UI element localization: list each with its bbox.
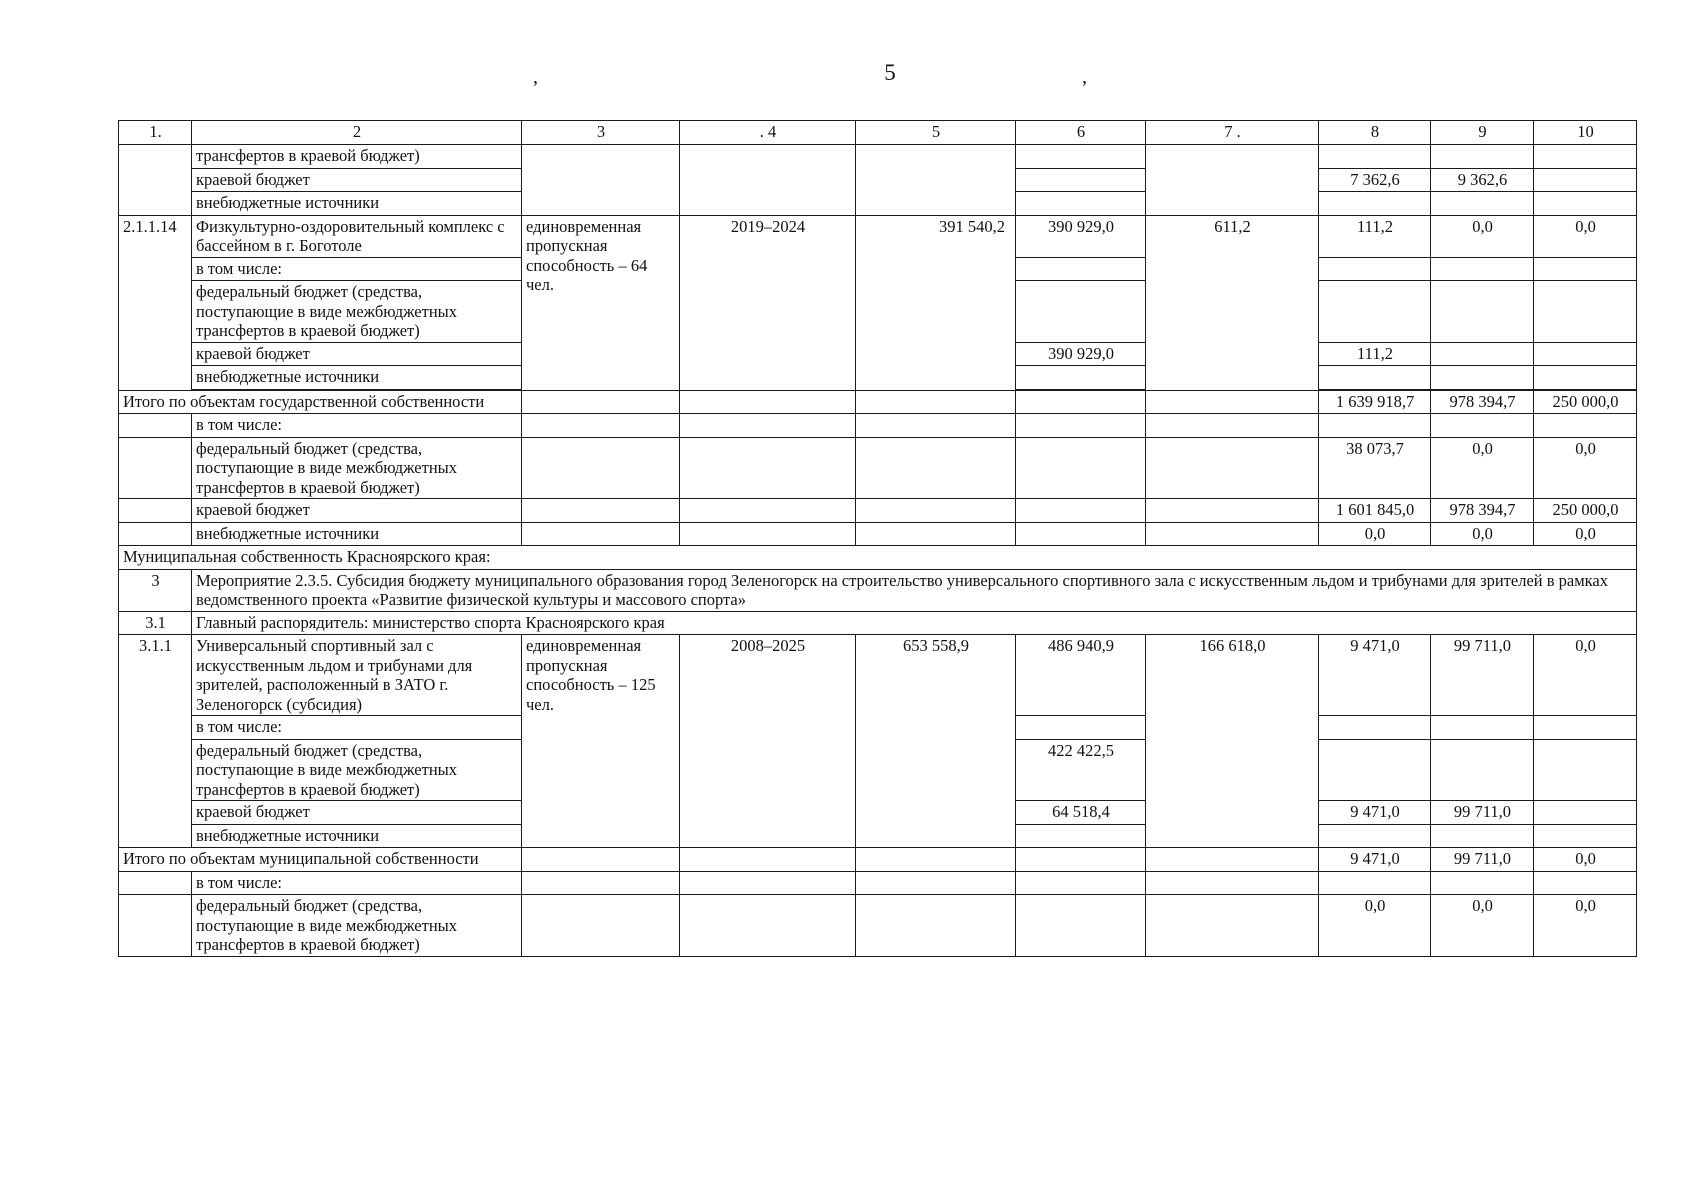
table-cell — [1016, 824, 1146, 848]
header-cell: 9 — [1431, 121, 1534, 145]
table-cell — [1146, 499, 1319, 523]
scan-dot: , — [1082, 66, 1087, 88]
table-cell: трансфертов в краевой бюджет) — [192, 145, 522, 169]
table-cell — [680, 871, 856, 895]
header-cell: 6 — [1016, 121, 1146, 145]
table-cell: в том числе: — [192, 414, 522, 438]
table-cell — [680, 145, 856, 216]
table-cell: 0,0 — [1534, 635, 1637, 716]
table-cell: 390 929,0 — [1016, 215, 1146, 257]
table-cell — [856, 390, 1016, 414]
table-cell — [1534, 414, 1637, 438]
table-cell — [1431, 145, 1534, 169]
table-cell: 978 394,7 — [1431, 390, 1534, 414]
table-cell — [1319, 824, 1431, 848]
table-cell — [680, 437, 856, 499]
object-name: Физкультурно-оздоровительный комплекс с бассейном в г. Боготоле — [192, 215, 522, 257]
table-cell — [522, 499, 680, 523]
table-cell: 111,2 — [1319, 215, 1431, 257]
table-cell — [856, 414, 1016, 438]
years: 2019–2024 — [680, 215, 856, 390]
table-cell — [1016, 390, 1146, 414]
scan-dot: , — [533, 66, 538, 88]
table-cell — [1431, 871, 1534, 895]
table-cell — [119, 871, 192, 895]
table-cell — [1534, 739, 1637, 801]
table-cell: 99 711,0 — [1431, 635, 1534, 716]
table-cell — [1146, 414, 1319, 438]
table-cell: 978 394,7 — [1431, 499, 1534, 523]
table-cell: краевой бюджет — [192, 499, 522, 523]
table-cell — [1146, 871, 1319, 895]
table-cell: в том числе: — [192, 871, 522, 895]
table-cell: 9 471,0 — [1319, 635, 1431, 716]
table-cell — [680, 895, 856, 957]
table-cell: 0,0 — [1431, 437, 1534, 499]
table-cell — [1319, 739, 1431, 801]
measure-text: Мероприятие 2.3.5. Субсидия бюджету муниципального образования город Зеленогорск на строительство универсального спортивного зала с искусственным льдом и трибунами для зрителей в рамках ведомственного проекта «Развитие физической культуры и массового спорта» — [192, 569, 1637, 611]
section-row — [119, 546, 1637, 570]
table-cell: 391 540,2 — [856, 215, 1016, 390]
table-cell — [1431, 716, 1534, 740]
table-cell: 64 518,4 — [1016, 801, 1146, 825]
table-row — [119, 848, 1637, 872]
table-cell — [119, 414, 192, 438]
table-cell — [1431, 281, 1534, 343]
table-cell — [119, 145, 192, 216]
table-cell: 0,0 — [1534, 895, 1637, 957]
table-cell — [1319, 145, 1431, 169]
section-title: Муниципальная собственность Красноярского края: — [119, 546, 1637, 570]
table-cell: 0,0 — [1319, 895, 1431, 957]
table-cell — [856, 895, 1016, 957]
table-row — [119, 145, 1637, 169]
header-cell: 8 — [1319, 121, 1431, 145]
table-cell — [1319, 257, 1431, 281]
row-number: 2.1.1.14 — [119, 215, 192, 390]
table-cell: 486 940,9 — [1016, 635, 1146, 716]
table-cell: 38 073,7 — [1319, 437, 1431, 499]
table-cell: 99 711,0 — [1431, 848, 1534, 872]
table-cell: 0,0 — [1534, 215, 1637, 257]
table-cell — [522, 390, 680, 414]
table-cell — [522, 414, 680, 438]
table-cell: 9 471,0 — [1319, 848, 1431, 872]
table-cell: 390 929,0 — [1016, 342, 1146, 366]
table-cell — [1016, 414, 1146, 438]
row-number: 3.1.1 — [119, 635, 192, 848]
table-cell: в том числе: — [192, 716, 522, 740]
capacity: единовременная пропускная способность – 64 чел. — [522, 215, 680, 390]
manager-text: Главный распорядитель: министерство спорта Красноярского края — [192, 611, 1637, 635]
table-cell: федеральный бюджет (средства, поступающие в виде межбюджетных трансфертов в краевой бюджет) — [192, 895, 522, 957]
table-cell — [1016, 716, 1146, 740]
table-cell: краевой бюджет — [192, 801, 522, 825]
table-cell — [1534, 145, 1637, 169]
table-cell — [1319, 414, 1431, 438]
table-row — [119, 895, 1637, 957]
table-row — [119, 437, 1637, 499]
header-cell: 5 — [856, 121, 1016, 145]
table-cell: 0,0 — [1431, 522, 1534, 546]
table-cell — [1146, 848, 1319, 872]
table-cell — [1146, 895, 1319, 957]
header-cell: 3 — [522, 121, 680, 145]
total-label: Итого по объектам государственной собственности — [119, 390, 522, 414]
table-row — [119, 522, 1637, 546]
table-cell — [1319, 192, 1431, 216]
table-cell — [680, 414, 856, 438]
header-cell: 10 — [1534, 121, 1637, 145]
capacity: единовременная пропускная способность – 125 чел. — [522, 635, 680, 848]
table-cell — [1431, 192, 1534, 216]
table-cell: 111,2 — [1319, 342, 1431, 366]
table-cell: 0,0 — [1431, 215, 1534, 257]
table-cell — [856, 499, 1016, 523]
table-cell — [1431, 366, 1534, 390]
table-row — [119, 414, 1637, 438]
table-cell — [522, 895, 680, 957]
table-cell — [856, 145, 1016, 216]
table-cell — [1534, 871, 1637, 895]
table-cell: 1 601 845,0 — [1319, 499, 1431, 523]
table-cell — [1534, 716, 1637, 740]
table-cell — [1431, 257, 1534, 281]
table-row — [119, 499, 1637, 523]
table-cell — [680, 499, 856, 523]
table-cell — [1431, 414, 1534, 438]
table-cell: 653 558,9 — [856, 635, 1016, 848]
table-cell — [1016, 895, 1146, 957]
table-cell — [522, 871, 680, 895]
table-cell — [1146, 390, 1319, 414]
table-cell: 422 422,5 — [1016, 739, 1146, 801]
table-cell — [856, 871, 1016, 895]
table-cell: федеральный бюджет (средства, поступающие в виде межбюджетных трансфертов в краевой бюджет) — [192, 281, 522, 343]
table-cell — [1319, 366, 1431, 390]
table-cell — [1016, 192, 1146, 216]
table-cell — [856, 848, 1016, 872]
table-cell — [119, 437, 192, 499]
table-row — [119, 215, 1637, 257]
table-cell — [119, 522, 192, 546]
table-cell — [1534, 801, 1637, 825]
table-row — [119, 635, 1637, 716]
table-cell — [1016, 499, 1146, 523]
table-cell: внебюджетные источники — [192, 824, 522, 848]
row-number: 3 — [119, 569, 192, 611]
table-cell: 99 711,0 — [1431, 801, 1534, 825]
table-row — [119, 390, 1637, 414]
table-cell — [1431, 739, 1534, 801]
table-cell: федеральный бюджет (средства, поступающие в виде межбюджетных трансфертов в краевой бюджет) — [192, 739, 522, 801]
table-cell — [522, 437, 680, 499]
section-row — [119, 569, 1637, 611]
table-cell — [856, 437, 1016, 499]
table-cell — [1534, 281, 1637, 343]
table-cell: краевой бюджет — [192, 342, 522, 366]
table-cell: внебюджетные источники — [192, 192, 522, 216]
table-cell — [1016, 522, 1146, 546]
section-row — [119, 611, 1637, 635]
page-number: 5 — [884, 60, 896, 85]
table-cell: 0,0 — [1534, 848, 1637, 872]
table-cell — [1534, 192, 1637, 216]
total-label: Итого по объектам муниципальной собственности — [119, 848, 522, 872]
table-cell — [1146, 522, 1319, 546]
table-cell: 0,0 — [1534, 522, 1637, 546]
table-cell — [1016, 848, 1146, 872]
table-cell — [1431, 824, 1534, 848]
header-row — [119, 121, 1637, 145]
table-cell — [1016, 257, 1146, 281]
table-cell: 1 639 918,7 — [1319, 390, 1431, 414]
table-cell — [1534, 824, 1637, 848]
table-cell: 0,0 — [1319, 522, 1431, 546]
table-cell — [1534, 342, 1637, 366]
table-cell — [1016, 281, 1146, 343]
table-cell — [1534, 366, 1637, 390]
table-cell: 611,2 — [1146, 215, 1319, 390]
table-cell: 9 362,6 — [1431, 168, 1534, 192]
table-cell — [1146, 145, 1319, 216]
table-cell — [1534, 168, 1637, 192]
table-cell — [1534, 257, 1637, 281]
header-cell: 7 . — [1146, 121, 1319, 145]
table-cell: 7 362,6 — [1319, 168, 1431, 192]
table-cell — [1319, 281, 1431, 343]
table-cell: 166 618,0 — [1146, 635, 1319, 848]
table-cell: 0,0 — [1431, 895, 1534, 957]
table-cell — [1016, 145, 1146, 169]
table-cell — [680, 390, 856, 414]
table-cell: внебюджетные источники — [192, 522, 522, 546]
table-cell — [856, 522, 1016, 546]
table-cell — [1319, 871, 1431, 895]
table-cell — [1016, 168, 1146, 192]
table-cell — [522, 848, 680, 872]
table-cell: 250 000,0 — [1534, 390, 1637, 414]
table-cell — [522, 522, 680, 546]
table-cell — [1016, 871, 1146, 895]
table-cell: федеральный бюджет (средства, поступающие в виде межбюджетных трансфертов в краевой бюджет) — [192, 437, 522, 499]
table-cell: 250 000,0 — [1534, 499, 1637, 523]
table-cell — [1431, 342, 1534, 366]
table-cell — [1319, 716, 1431, 740]
table-cell — [1016, 366, 1146, 390]
table-cell: внебюджетные источники — [192, 366, 522, 390]
table-cell — [680, 848, 856, 872]
table-cell: краевой бюджет — [192, 168, 522, 192]
header-cell: 2 — [192, 121, 522, 145]
row-number: 3.1 — [119, 611, 192, 635]
table-cell: в том числе: — [192, 257, 522, 281]
table-cell: 0,0 — [1534, 437, 1637, 499]
years: 2008–2025 — [680, 635, 856, 848]
table-cell: 9 471,0 — [1319, 801, 1431, 825]
object-name: Универсальный спортивный зал с искусственным льдом и трибунами для зрителей, расположенный в ЗАТО г. Зеленогорск (субсидия) — [192, 635, 522, 716]
budget-table — [118, 120, 1637, 957]
table-cell — [119, 895, 192, 957]
header-cell: 1. — [119, 121, 192, 145]
table-cell — [1016, 437, 1146, 499]
table-row — [119, 871, 1637, 895]
table-cell — [522, 145, 680, 216]
table-cell — [1146, 437, 1319, 499]
table-cell — [680, 522, 856, 546]
header-cell: . 4 — [680, 121, 856, 145]
table-cell — [119, 499, 192, 523]
